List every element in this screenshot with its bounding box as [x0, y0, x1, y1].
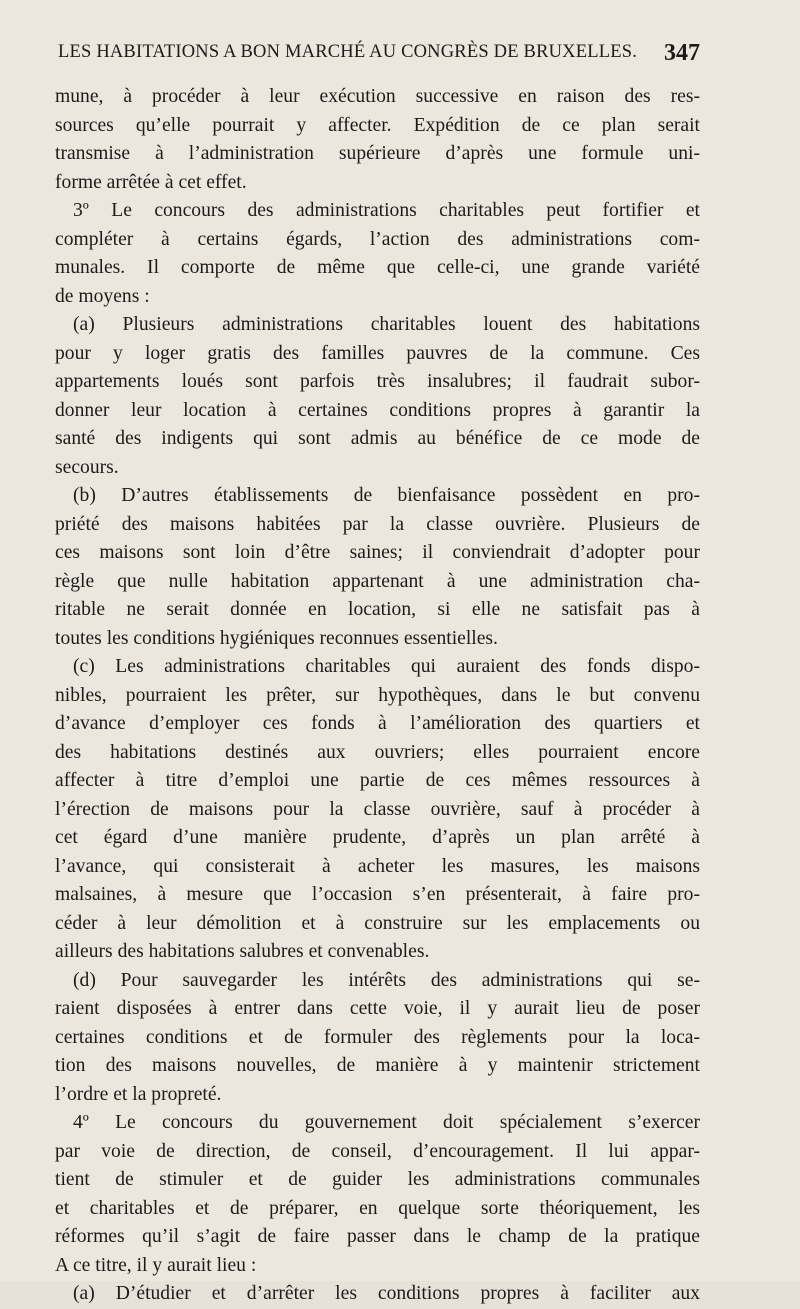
- text-line: céder à leur démolition et à construire sur les emplacements ou: [55, 912, 700, 934]
- text-line: sources qu’elle pourrait y affecter. Expédition de ce plan serait: [55, 114, 700, 136]
- text-line: malsaines, à mesure que l’occasion s’en présenterait, à faire pro-: [55, 884, 700, 905]
- text-line: (b) D’autres établissements de bienfaisance possèdent en pro-: [73, 485, 700, 506]
- text-line: ces maisons sont loin d’être saines; il conviendrait d’adopter pour: [55, 542, 700, 563]
- text-line: des habitations destinés aux ouvriers; elles pourraient encore: [55, 741, 700, 763]
- text-line: (c) Les administrations charitables qui auraient des fonds dispo-: [73, 656, 700, 677]
- text-line: (d) Pour sauvegarder les intérêts des administrations qui se-: [73, 969, 700, 991]
- text-line: secours.: [55, 456, 119, 478]
- text-line: compléter à certains égards, l’action des administrations com-: [55, 228, 700, 250]
- text-line: l’avance, qui consisterait à acheter les masures, les maisons: [55, 855, 700, 877]
- page-header: [58, 40, 700, 74]
- text-line: tion des maisons nouvelles, de manière à y maintenir strictement: [55, 1055, 700, 1076]
- text-line: priété des maisons habitées par la classe ouvrière. Plusieurs de: [55, 513, 700, 535]
- text-line: transmise à l’administration supérieure d’après une formule uni-: [55, 143, 700, 164]
- text-line: par voie de direction, de conseil, d’encouragement. Il lui appar-: [55, 1140, 700, 1162]
- text-line: toutes les conditions hygiéniques reconnues essentielles.: [55, 627, 498, 649]
- text-line: ritable ne serait donnée en location, si elle ne satisfait pas à: [55, 599, 700, 620]
- text-line: santé des indigents qui sont admis au bénéfice de ce mode de: [55, 428, 700, 449]
- text-line: d’avance d’employer ces fonds à l’amélioration des quartiers et: [55, 713, 700, 734]
- text-line: munales. Il comporte de même que celle-ci, une grande variété: [55, 257, 700, 278]
- body-text: [55, 83, 700, 1304]
- running-head: LES HABITATIONS A BON MARCHÉ AU CONGRÈS DE BRUXELLES.: [58, 42, 638, 62]
- text-line: raient disposées à entrer dans cette voie, il y aurait lieu de poser: [55, 998, 700, 1019]
- text-line: mune, à procéder à leur exécution successive en raison des res-: [55, 86, 700, 107]
- text-line: ailleurs des habitations salubres et convenables.: [55, 941, 430, 962]
- text-line: de moyens :: [55, 285, 150, 307]
- text-line: l’érection de maisons pour la classe ouvrière, sauf à procéder à: [55, 798, 700, 820]
- text-line: affecter à titre d’emploi une partie de ces mêmes ressources à: [55, 770, 700, 791]
- text-line: nibles, pourraient les prêter, sur hypothèques, dans le but convenu: [55, 684, 700, 706]
- text-line: (a) D’étudier et d’arrêter les conditions propres à faciliter aux: [73, 1283, 700, 1304]
- text-line: l’ordre et la propreté.: [55, 1083, 222, 1105]
- text-line: A ce titre, il y aurait lieu :: [55, 1254, 257, 1276]
- text-line: (a) Plusieurs administrations charitables louent des habitations: [73, 314, 700, 335]
- text-line: tient de stimuler et de guider les administrations communales: [55, 1169, 700, 1190]
- text-line: règle que nulle habitation appartenant à une administration cha-: [55, 570, 700, 592]
- text-line: réformes qu’il s’agit de faire passer dans le champ de la pratique: [55, 1226, 700, 1247]
- text-line: certaines conditions et de formuler des règlements pour la loca-: [55, 1026, 700, 1048]
- text-line: et charitables et de préparer, en quelque sorte théoriquement, les: [55, 1197, 700, 1219]
- text-line: cet égard d’une manière prudente, d’après un plan arrêté à: [55, 827, 700, 848]
- text-line: 3º Le concours des administrations charitables peut fortifier et: [73, 200, 700, 221]
- text-line: appartements loués sont parfois très insalubres; il faudrait subor-: [55, 371, 700, 392]
- text-line: 4º Le concours du gouvernement doit spécialement s’exercer: [73, 1112, 700, 1133]
- text-line: forme arrêtée à cet effet.: [55, 171, 247, 193]
- page-number: 347: [664, 40, 700, 66]
- text-line: pour y loger gratis des familles pauvres de la commune. Ces: [55, 342, 700, 364]
- text-line: donner leur location à certaines conditions propres à garantir la: [55, 399, 700, 421]
